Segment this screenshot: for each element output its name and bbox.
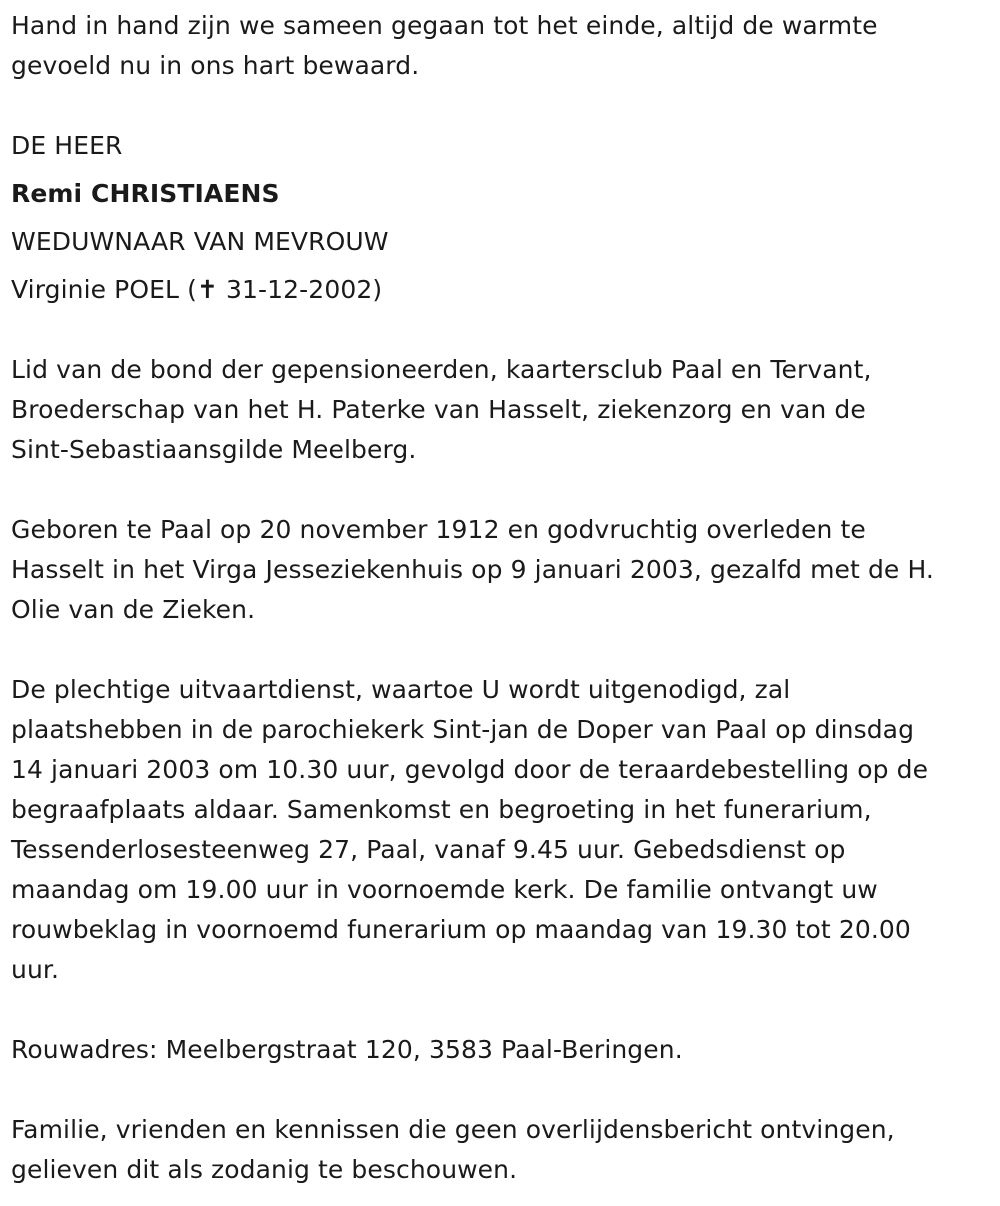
birth-death-line: Hasselt in het Virga Jesseziekenhuis op 9 januari 2003, gezalfd met de H. [11, 555, 934, 584]
closing-paragraph [11, 1110, 986, 1190]
paragraph-gap [11, 310, 986, 350]
deceased-name: Remi CHRISTIAENS [11, 179, 280, 208]
funeral-line: begraafplaats aldaar. Samenkomst en begroeting in het funerarium, [11, 795, 872, 824]
paragraph-gap [11, 990, 986, 1030]
memberships-line: Sint-Sebastiaansgilde Meelberg. [11, 435, 417, 464]
paragraph-gap [11, 630, 986, 670]
funeral-line: Tessenderlosesteenweg 27, Paal, vanaf 9.45 uur. Gebedsdienst op [11, 835, 846, 864]
paragraph-gap [11, 86, 986, 126]
funeral-line: De plechtige uitvaartdienst, waartoe U wordt uitgenodigd, zal [11, 675, 791, 704]
birth-death-paragraph [11, 510, 986, 630]
memberships-line: Lid van de bond der gepensioneerden, kaartersclub Paal en Tervant, [11, 355, 872, 384]
memberships-line: Broederschap van het H. Paterke van Hasselt, ziekenzorg en van de [11, 395, 866, 424]
funeral-line: maandag om 19.00 uur in voornoemde kerk. De familie ontvangt uw [11, 875, 878, 904]
intro-line: gevoeld nu in ons hart bewaard. [11, 51, 420, 80]
memberships-paragraph [11, 350, 986, 470]
funeral-line: rouwbeklag in voornoemd funerarium op maandag van 19.30 tot 20.00 [11, 915, 911, 944]
obituary-document [11, 6, 986, 1190]
intro-line: Hand in hand zijn we sameen gegaan tot het einde, altijd de warmte [11, 11, 878, 40]
birth-death-line: Geboren te Paal op 20 november 1912 en godvruchtig overleden te [11, 515, 866, 544]
spouse-name: Virginie POEL (✝ 31-12-2002) [11, 275, 383, 304]
paragraph-gap [11, 470, 986, 510]
relation-text: WEDUWNAAR VAN MEVROUW [11, 227, 389, 256]
intro-paragraph [11, 6, 986, 86]
funeral-line: uur. [11, 955, 60, 984]
funeral-line: 14 januari 2003 om 10.30 uur, gevolgd door de teraardebestelling op de [11, 755, 929, 784]
deceased-heading [11, 126, 986, 310]
closing-line: gelieven dit als zodanig te beschouwen. [11, 1155, 518, 1184]
salutation: DE HEER [11, 131, 123, 160]
closing-line: Familie, vrienden en kennissen die geen overlijdensbericht ontvingen, [11, 1115, 895, 1144]
address-line: Rouwadres: Meelbergstraat 120, 3583 Paal-Beringen. [11, 1035, 683, 1064]
funeral-paragraph [11, 670, 986, 990]
birth-death-line: Olie van de Zieken. [11, 595, 256, 624]
paragraph-gap [11, 1070, 986, 1110]
funeral-line: plaatshebben in de parochiekerk Sint-jan de Doper van Paal op dinsdag [11, 715, 915, 744]
address-paragraph [11, 1030, 986, 1070]
